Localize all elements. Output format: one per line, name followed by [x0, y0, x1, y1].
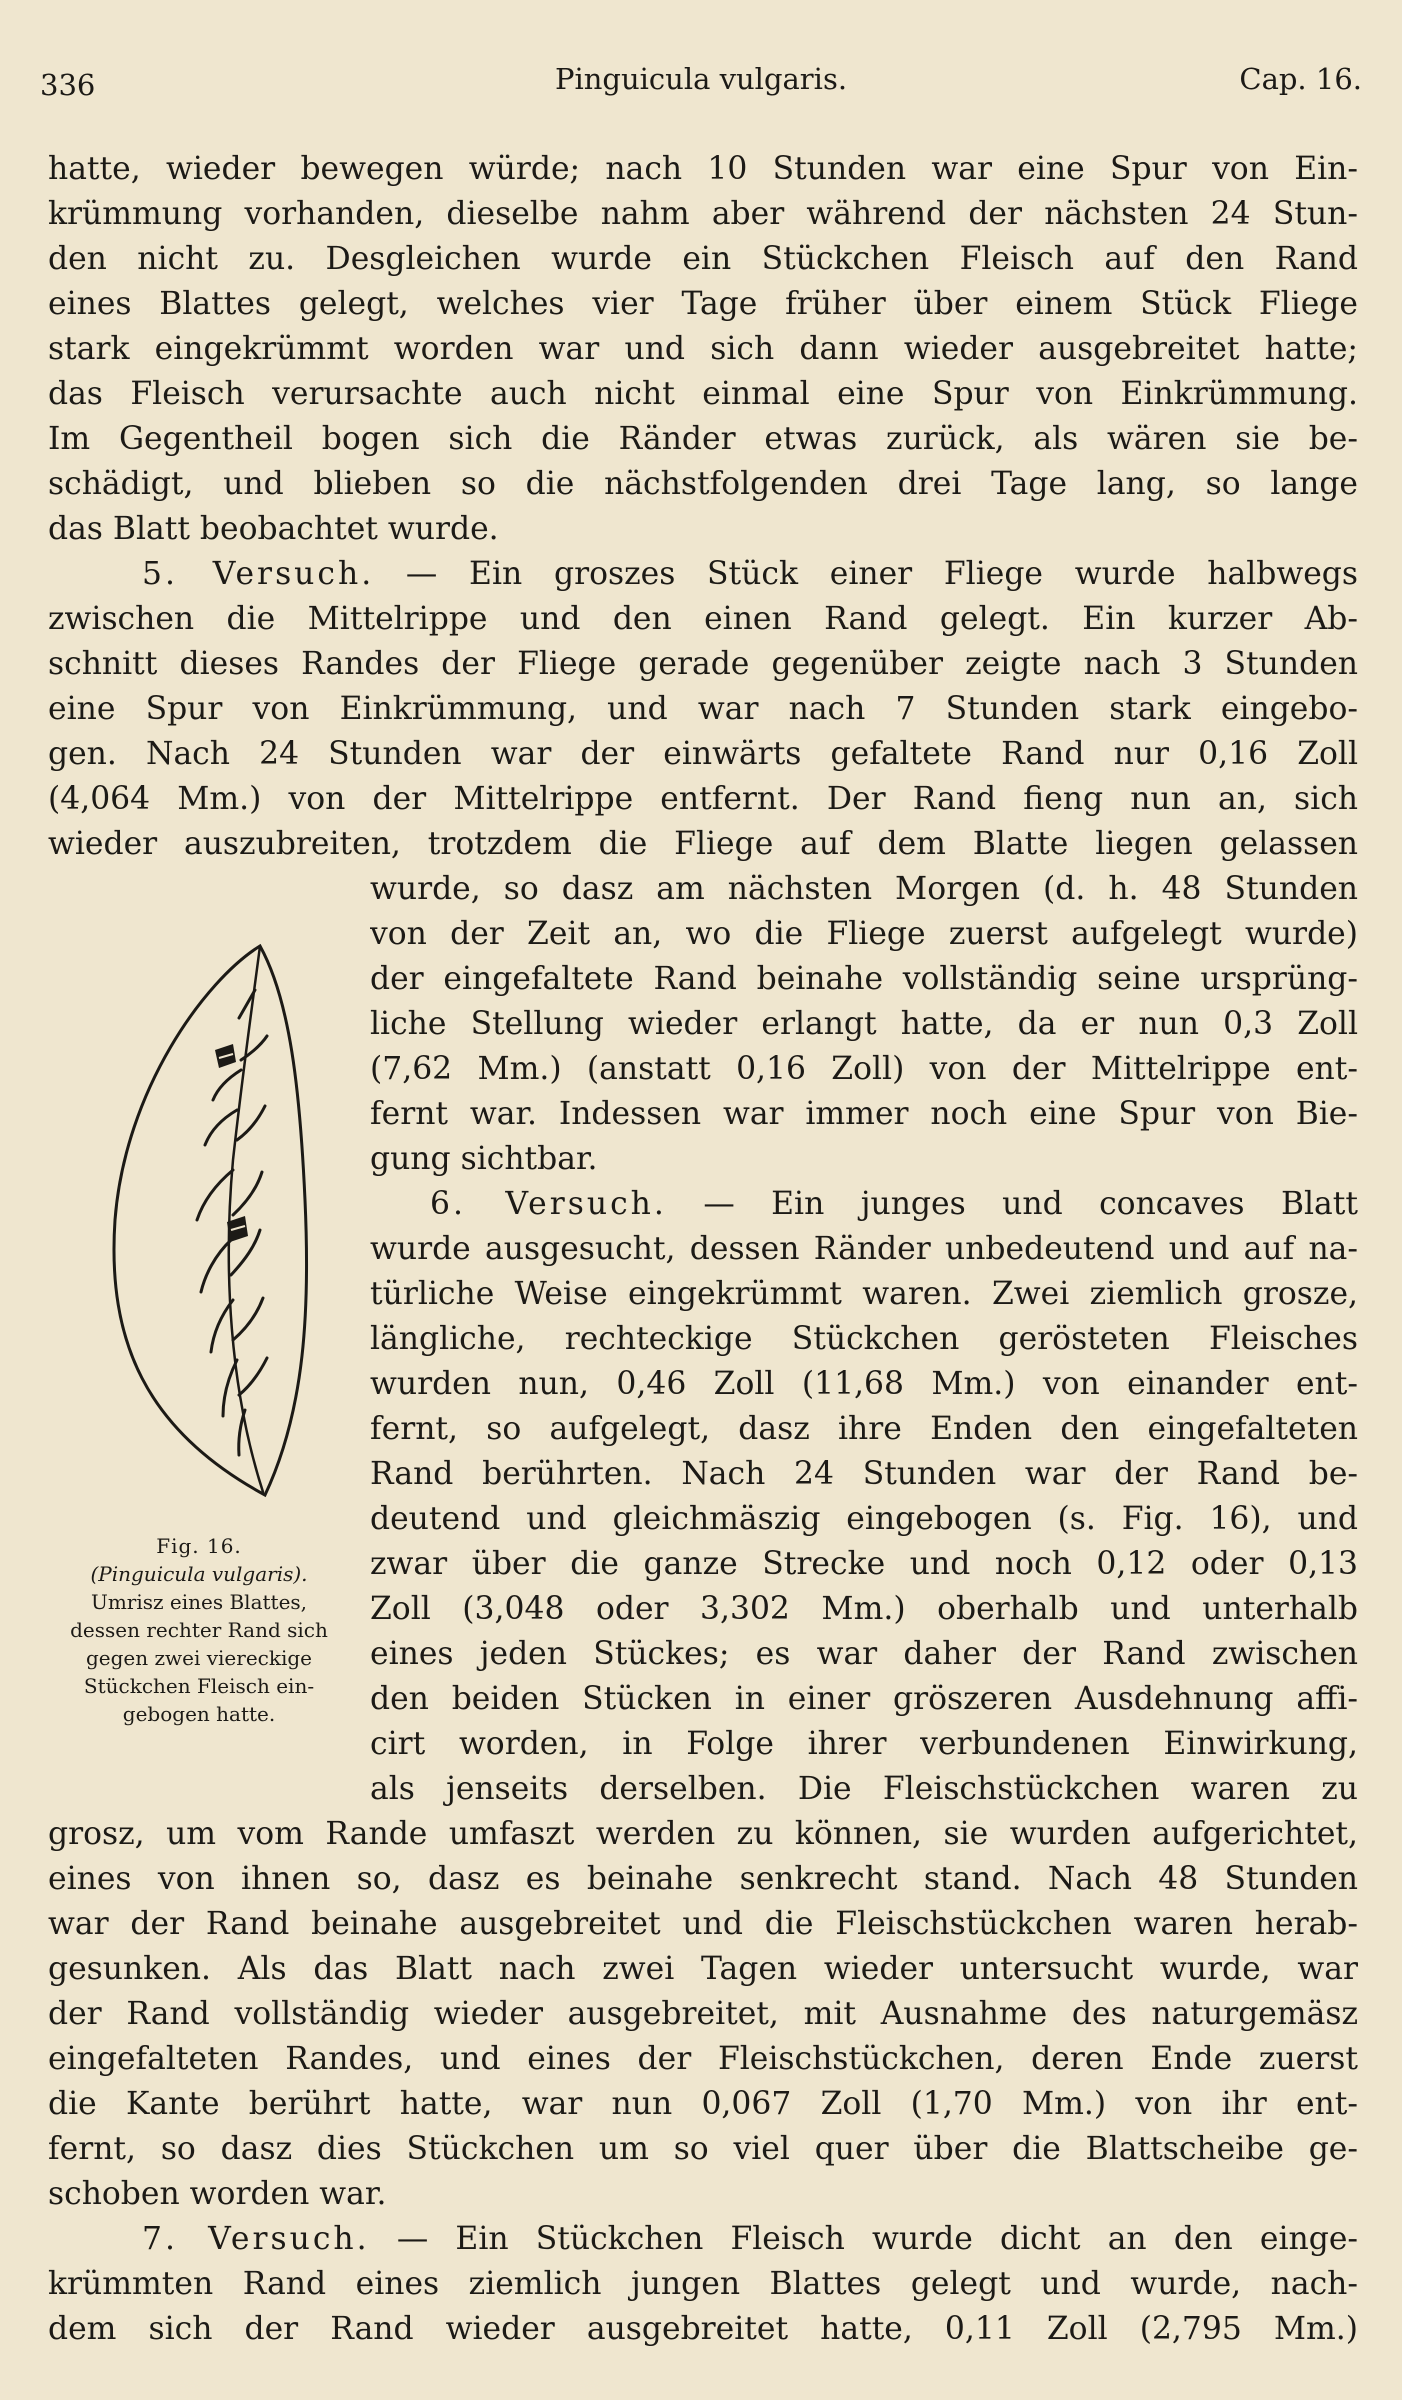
text-line: (7,62 Mm.) (anstatt 0,16 Zoll) von der Mittelrippe ent-	[370, 1051, 1358, 1087]
text-line: Rand berührten. Nach 24 Stunden war der Rand be-	[370, 1456, 1358, 1492]
running-title: Pinguicula vulgaris.	[554, 62, 848, 96]
text-line: das Blatt beobachtet wurde.	[48, 511, 499, 547]
text-line: (4,064 Mm.) von der Mittelrippe entfernt. Der Rand fieng nun an, sich	[48, 781, 1358, 817]
text-line: gesunken. Als das Blatt nach zwei Tagen wieder untersucht wurde, war	[48, 1951, 1358, 1987]
text-line: schoben worden war.	[48, 2176, 387, 2212]
text-line: der eingefaltete Rand beinahe vollständig seine ursprüng-	[370, 961, 1358, 997]
text-line: war der Rand beinahe ausgebreitet und die Fleischstückchen waren herab-	[48, 1906, 1358, 1942]
text-run: — Ein junges und concaves Blatt	[703, 1186, 1358, 1222]
text-line: krümmten Rand eines ziemlich jungen Blattes gelegt und wurde, nach-	[48, 2266, 1358, 2302]
versuch-heading: 6. Versuch.	[430, 1186, 667, 1222]
text-line: zwischen die Mittelrippe und den einen Rand gelegt. Ein kurzer Ab-	[48, 601, 1358, 637]
text-line: gung sichtbar.	[370, 1141, 598, 1177]
text-line: den nicht zu. Desgleichen wurde ein Stückchen Fleisch auf den Rand	[48, 241, 1358, 277]
paragraph-start	[48, 2217, 1358, 2262]
text-line: eines jeden Stückes; es war daher der Rand zwischen	[370, 1636, 1358, 1672]
paragraph-start	[48, 552, 1358, 597]
text-line: wurden nun, 0,46 Zoll (11,68 Mm.) von einander ent-	[370, 1366, 1358, 1402]
figure-label: Fig. 16.	[156, 1534, 242, 1558]
text-line: wieder auszubreiten, trotzdem die Fliege auf dem Blatte liegen gelassen	[48, 826, 1358, 862]
caption-line: gegen zwei viereckige	[85, 1646, 313, 1670]
text-line: längliche, rechteckige Stückchen gerösteten Fleisches	[370, 1321, 1358, 1357]
text-line: schnitt dieses Randes der Fliege gerade gegenüber zeigte nach 3 Stunden	[48, 646, 1358, 682]
text-line: hatte, wieder bewegen würde; nach 10 Stunden war eine Spur von Ein-	[48, 151, 1358, 187]
caption-line: Stückchen Fleisch ein-	[83, 1674, 315, 1698]
versuch-heading: 5. Versuch.	[142, 556, 375, 592]
text-run: — Ein groszes Stück einer Fliege wurde halbwegs	[405, 556, 1358, 592]
text-line: eine Spur von Einkrümmung, und war nach 7 Stunden stark eingebo-	[48, 691, 1358, 727]
text-line: wurde, so dasz am nächsten Morgen (d. h. 48 Stunden	[370, 871, 1358, 907]
text-line: liche Stellung wieder erlangt hatte, da er nun 0,3 Zoll	[370, 1006, 1358, 1042]
text-line: Im Gegentheil bogen sich die Ränder etwas zurück, als wären sie be-	[48, 421, 1358, 457]
text-line: eines von ihnen so, dasz es beinahe senkrecht stand. Nach 48 Stunden	[48, 1861, 1358, 1897]
text-line: gen. Nach 24 Stunden war der einwärts gefaltete Rand nur 0,16 Zoll	[48, 736, 1358, 772]
text-line: grosz, um vom Rande umfaszt werden zu können, sie wurden aufgerichtet,	[48, 1816, 1358, 1852]
text-line: Zoll (3,048 oder 3,302 Mm.) oberhalb und unterhalb	[370, 1591, 1358, 1627]
text-line: deutend und gleichmäszig eingebogen (s. Fig. 16), und	[370, 1501, 1358, 1537]
page-header	[40, 62, 1362, 112]
caption-line: gebogen hatte.	[122, 1702, 276, 1726]
leaf-illustration	[55, 940, 375, 1510]
text-line: eines Blattes gelegt, welches vier Tage früher über einem Stück Fliege	[48, 286, 1358, 322]
text-line: das Fleisch verursachte auch nicht einmal eine Spur von Einkrümmung.	[48, 376, 1358, 412]
text-line: die Kante berührt hatte, war nun 0,067 Zoll (1,70 Mm.) von ihr ent-	[48, 2086, 1358, 2122]
text-line: fernt war. Indessen war immer noch eine Spur von Bie-	[370, 1096, 1358, 1132]
figure-caption	[44, 1532, 354, 1728]
text-line: den beiden Stücken in einer gröszeren Ausdehnung affi-	[370, 1681, 1358, 1717]
text-line: von der Zeit an, wo die Fliege zuerst aufgelegt wurde)	[370, 916, 1358, 952]
versuch-heading: 7. Versuch.	[142, 2221, 370, 2257]
text-line: türliche Weise eingekrümmt waren. Zwei ziemlich grosze,	[370, 1276, 1358, 1312]
caption-line: dessen rechter Rand sich	[70, 1618, 328, 1642]
text-line: zwar über die ganze Strecke und noch 0,12 oder 0,13	[370, 1546, 1358, 1582]
text-run: — Ein Stückchen Fleisch wurde dicht an den einge-	[396, 2221, 1358, 2257]
text-line: eingefalteten Randes, und eines der Fleischstückchen, deren Ende zuerst	[48, 2041, 1358, 2077]
chapter-label: Cap. 16.	[1239, 62, 1362, 96]
figure-species: (Pinguicula vulgaris).	[90, 1562, 308, 1586]
paragraph-start	[370, 1182, 1358, 1227]
text-line: krümmung vorhanden, dieselbe nahm aber während der nächsten 24 Stun-	[48, 196, 1358, 232]
text-line: dem sich der Rand wieder ausgebreitet hatte, 0,11 Zoll (2,795 Mm.)	[48, 2311, 1358, 2347]
page-number: 336	[40, 68, 96, 102]
text-line: der Rand vollständig wieder ausgebreitet, mit Ausnahme des naturgemäsz	[48, 1996, 1358, 2032]
text-line: cirt worden, in Folge ihrer verbundenen Einwirkung,	[370, 1726, 1358, 1762]
text-line: fernt, so aufgelegt, dasz ihre Enden den eingefalteten	[370, 1411, 1358, 1447]
caption-line: Umrisz eines Blattes,	[90, 1590, 308, 1614]
text-line: wurde ausgesucht, dessen Ränder unbedeutend und auf na-	[370, 1231, 1358, 1267]
text-line: als jenseits derselben. Die Fleischstückchen waren zu	[370, 1771, 1358, 1807]
text-line: fernt, so dasz dies Stückchen um so viel quer über die Blattscheibe ge-	[48, 2131, 1358, 2167]
text-line: schädigt, und blieben so die nächstfolgenden drei Tage lang, so lange	[48, 466, 1358, 502]
text-line: stark eingekrümmt worden war und sich dann wieder ausgebreitet hatte;	[48, 331, 1358, 367]
